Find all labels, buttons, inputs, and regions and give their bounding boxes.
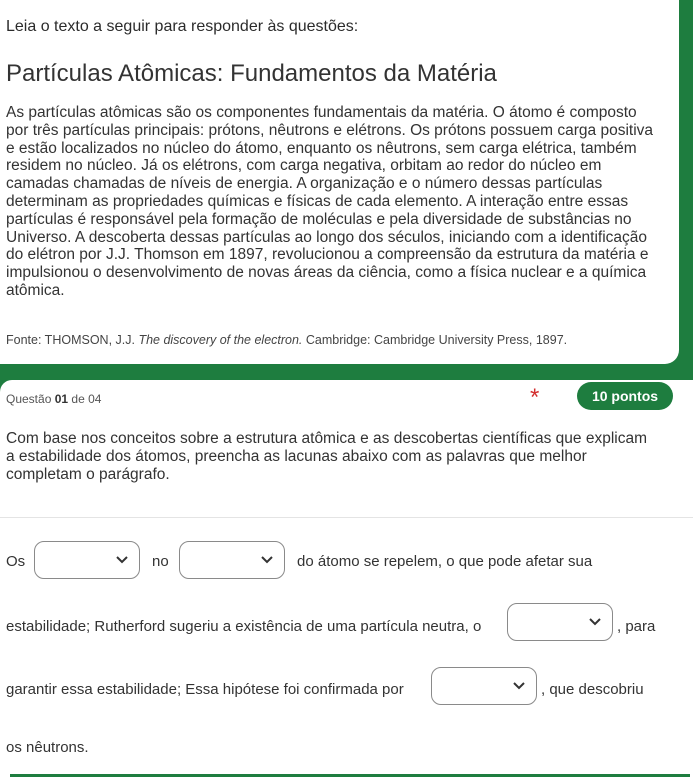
blank-dropdown-4[interactable] <box>431 667 537 705</box>
prompt-line: completam o parágrafo. <box>6 466 170 483</box>
source-prefix: Fonte: THOMSON, J.J. <box>6 333 139 347</box>
blank-dropdown-3[interactable] <box>507 603 613 641</box>
text-line: do elétron por J.J. Thomson em 1897, revolucionou a compreensão da estrutura da matéria e <box>6 246 649 264</box>
text-line: Universo. A descoberta dessas partículas ao longo dos séculos, iniciando com a identificação <box>6 228 648 246</box>
fill-text-line3-end: , que descobriu <box>541 681 644 698</box>
points-badge: 10 pontos <box>577 382 673 410</box>
fill-text-line2-end: , para <box>617 618 656 635</box>
question-number: 01 <box>54 392 69 406</box>
text-card <box>0 0 679 364</box>
source-citation <box>6 333 567 347</box>
question-label: Questão <box>6 392 52 406</box>
question-card <box>0 380 693 780</box>
prompt-line: Com base nos conceitos sobre a estrutura atômica e as descobertas científicas que explicam <box>6 430 647 447</box>
blank-dropdown-1[interactable] <box>34 541 140 579</box>
chevron-down-icon <box>589 618 601 626</box>
divider <box>0 517 693 518</box>
fill-text-line1-end: do átomo se repelem, o que pode afetar sua <box>297 553 593 570</box>
fill-text-no: no <box>152 553 169 570</box>
question-prompt <box>6 430 674 484</box>
required-star-icon: * <box>530 384 540 411</box>
source-suffix: Cambridge: Cambridge University Press, 1897. <box>302 333 568 347</box>
bottom-rule <box>10 774 690 777</box>
text-line: determinam as propriedades químicas e físicas de cada elemento. A interação entre essas <box>6 192 629 210</box>
chevron-down-icon <box>513 682 525 690</box>
text-line: partículas é responsável pela formação de moléculas e pela diversidade de substâncias no <box>6 210 632 228</box>
chevron-down-icon <box>261 556 273 564</box>
text-line: e estão localizados no núcleo do átomo, enquanto os nêutrons, sem carga elétrica, também <box>6 139 637 157</box>
text-line: impulsionou o desenvolvimento de novas áreas da ciência, como a física nuclear e a química <box>6 264 647 282</box>
question-total: de 04 <box>71 392 102 406</box>
text-line: As partículas atômicas são os componentes fundamentais da matéria. O átomo é composto <box>6 104 637 121</box>
fill-text-line2-start: estabilidade; Rutherford sugeriu a existência de uma partícula neutra, o <box>6 618 482 635</box>
fill-text-line4: os nêutrons. <box>6 739 89 756</box>
intro-instruction: Leia o texto a seguir para responder às questões: <box>6 18 359 35</box>
fill-text-os: Os <box>6 553 26 570</box>
text-title: Partículas Atômicas: Fundamentos da Matéria <box>6 60 497 87</box>
text-line: atômica. <box>6 281 65 299</box>
fill-text-line3-start: garantir essa estabilidade; Essa hipótese foi confirmada por <box>6 681 404 698</box>
text-line: residem no núcleo. Já os elétrons, com carga negativa, orbitam ao redor do núcleo em <box>6 157 602 175</box>
source-title: The discovery of the electron. <box>138 333 303 347</box>
prompt-line: a estabilidade dos átomos, preencha as lacunas abaixo com as palavras que melhor <box>6 448 587 465</box>
text-body <box>6 104 676 300</box>
blank-dropdown-2[interactable] <box>179 541 285 579</box>
text-line: camadas chamadas de níveis de energia. A organização e o número dessas partículas <box>6 175 603 193</box>
text-line: por três partículas principais: prótons, nêutrons e elétrons. Os prótons possuem carga positiva <box>6 121 654 139</box>
chevron-down-icon <box>116 556 128 564</box>
question-header <box>6 392 101 406</box>
